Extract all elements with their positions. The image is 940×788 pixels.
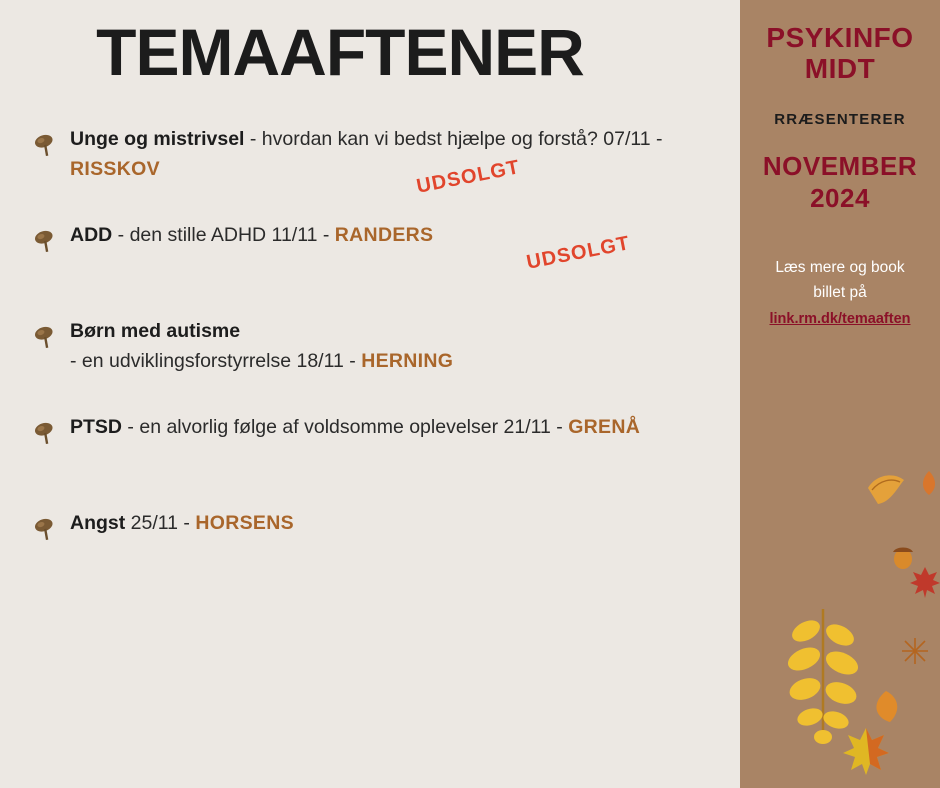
list-item (26, 124, 740, 220)
event-text (70, 316, 453, 376)
status-badge: UDSOLGT (414, 156, 522, 198)
list-item (26, 412, 740, 508)
leaf-icon (868, 690, 904, 729)
pushpin-icon (30, 418, 60, 448)
brand-line-2: MIDT (804, 53, 876, 85)
year-label: 2024 (810, 183, 870, 214)
brand-name (740, 0, 940, 85)
event-description: - den stille ADHD 11/11 - (112, 224, 335, 246)
presents-label: RRÆSENTERER (774, 110, 906, 128)
event-title: Unge og mistrivsel (70, 128, 245, 150)
event-description: - en alvorlig følge af voldsomme oplevelser 21/11 - (122, 416, 569, 438)
event-title: PTSD (70, 416, 123, 438)
event-city: HERNING (361, 350, 454, 373)
status-badge: UDSOLGT (524, 232, 632, 274)
brand-line-1: PSYKINFO (766, 22, 914, 53)
event-text (70, 220, 433, 250)
leaf-icon (864, 470, 908, 515)
event-text (70, 508, 294, 538)
date-block (740, 150, 940, 215)
event-description: - hvordan kan vi bedst hjælpe og forstå? 07/11 - (244, 128, 663, 150)
pushpin-icon (30, 322, 60, 352)
event-text (70, 124, 710, 184)
event-city: RISSKOV (70, 158, 160, 181)
page-title: TEMAAFTENER (96, 15, 584, 89)
event-city: RANDERS (334, 224, 434, 246)
event-description: 25/11 - (125, 512, 196, 534)
star-leaf-icon (900, 636, 930, 671)
sidebar (740, 0, 940, 788)
list-item (26, 316, 740, 412)
pushpin-icon (30, 514, 60, 544)
event-title: Angst (70, 512, 126, 534)
event-title: Børn med autisme (70, 320, 241, 342)
event-city: GRENÅ (568, 416, 641, 438)
month-label: NOVEMBER (762, 150, 918, 181)
event-text (70, 412, 640, 442)
list-item (26, 220, 740, 316)
booking-line-1: Læs mere og book (775, 258, 905, 276)
event-description: - en udviklingsforstyrrelse 18/11 - (70, 350, 362, 373)
maple-leaf-icon (908, 565, 940, 604)
event-title: ADD (70, 224, 113, 246)
leaf-icon (918, 470, 940, 501)
list-item (26, 508, 740, 604)
booking-link[interactable]: link.rm.dk/temaaften (769, 310, 911, 327)
pushpin-icon (30, 130, 60, 160)
event-list (0, 124, 740, 604)
maple-leaf-icon (840, 725, 892, 782)
event-city: HORSENS (195, 512, 294, 534)
booking-info (740, 255, 940, 332)
booking-line-2: billet på (813, 284, 867, 302)
pushpin-icon (30, 226, 60, 256)
